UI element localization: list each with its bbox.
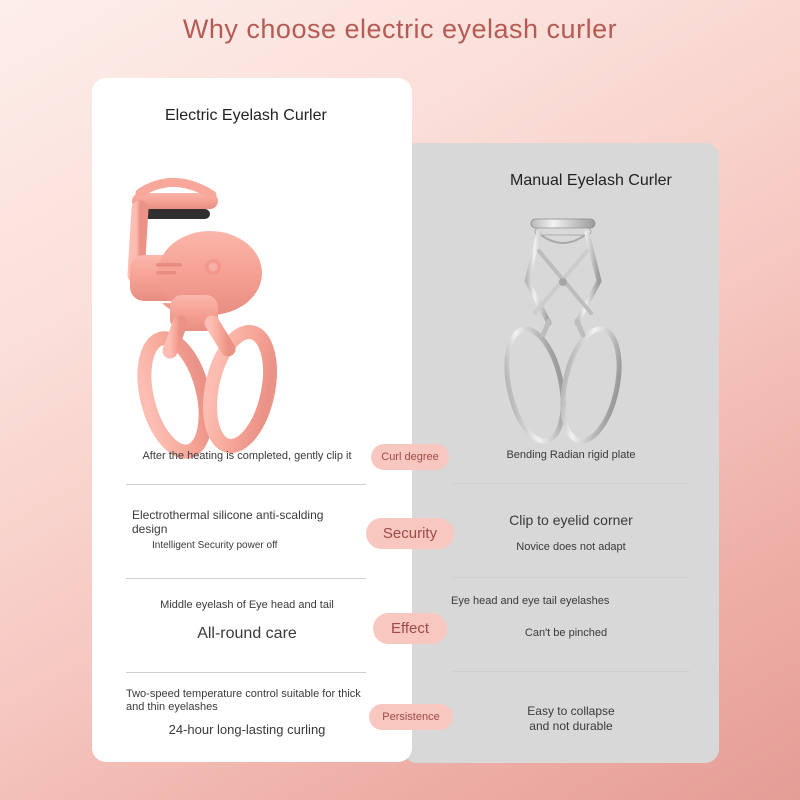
electric-divider-1 (126, 484, 366, 485)
electric-cell-persistence-2: 24-hour long-lasting curling (168, 722, 326, 737)
manual-eyelash-curler-icon (483, 203, 643, 483)
manual-divider-3 (453, 671, 690, 672)
page-title: Why choose electric eyelash curler (182, 14, 618, 44)
manual-cell-security-1: Clip to eyelid corner (509, 512, 633, 528)
electric-cell-security-1: Electrothermal silicone anti-scalding design (132, 508, 324, 536)
electric-panel (92, 78, 412, 762)
electric-cell-curl-1: After the heating is completed, gently clip it (142, 450, 352, 462)
badge-curl-degree: Curl degree (371, 444, 449, 470)
manual-panel-title: Manual Eyelash Curler (510, 172, 672, 189)
manual-cell-persistence-1: Easy to collapse (527, 704, 615, 718)
manual-divider-1 (453, 483, 690, 484)
electric-cell-persistence-1: Two-speed temperature control suitable for thick and thin eyelashes (126, 688, 361, 713)
badge-persistence: Persistence (369, 704, 453, 730)
manual-divider-2 (453, 577, 690, 578)
electric-cell-security-2: Intelligent Security power off (152, 540, 278, 551)
manual-cell-security-2: Novice does not adapt (516, 541, 626, 553)
electric-divider-2 (126, 578, 366, 579)
manual-cell-curl-1: Bending Radian rigid plate (506, 449, 636, 461)
manual-cell-effect-2: Can't be pinched (524, 627, 608, 639)
manual-cell-effect-1: Eye head and eye tail eyelashes (451, 595, 610, 607)
manual-panel (403, 143, 719, 763)
electric-eyelash-curler-icon (120, 163, 380, 483)
badge-security: Security (366, 518, 454, 549)
electric-panel-title: Electric Eyelash Curler (165, 107, 327, 124)
electric-cell-effect-2: All-round care (197, 625, 297, 642)
electric-divider-3 (126, 672, 366, 673)
electric-cell-effect-1: Middle eyelash of Eye head and tail (160, 599, 334, 611)
manual-cell-persistence-2: and not durable (529, 719, 613, 733)
badge-effect: Effect (373, 613, 447, 644)
